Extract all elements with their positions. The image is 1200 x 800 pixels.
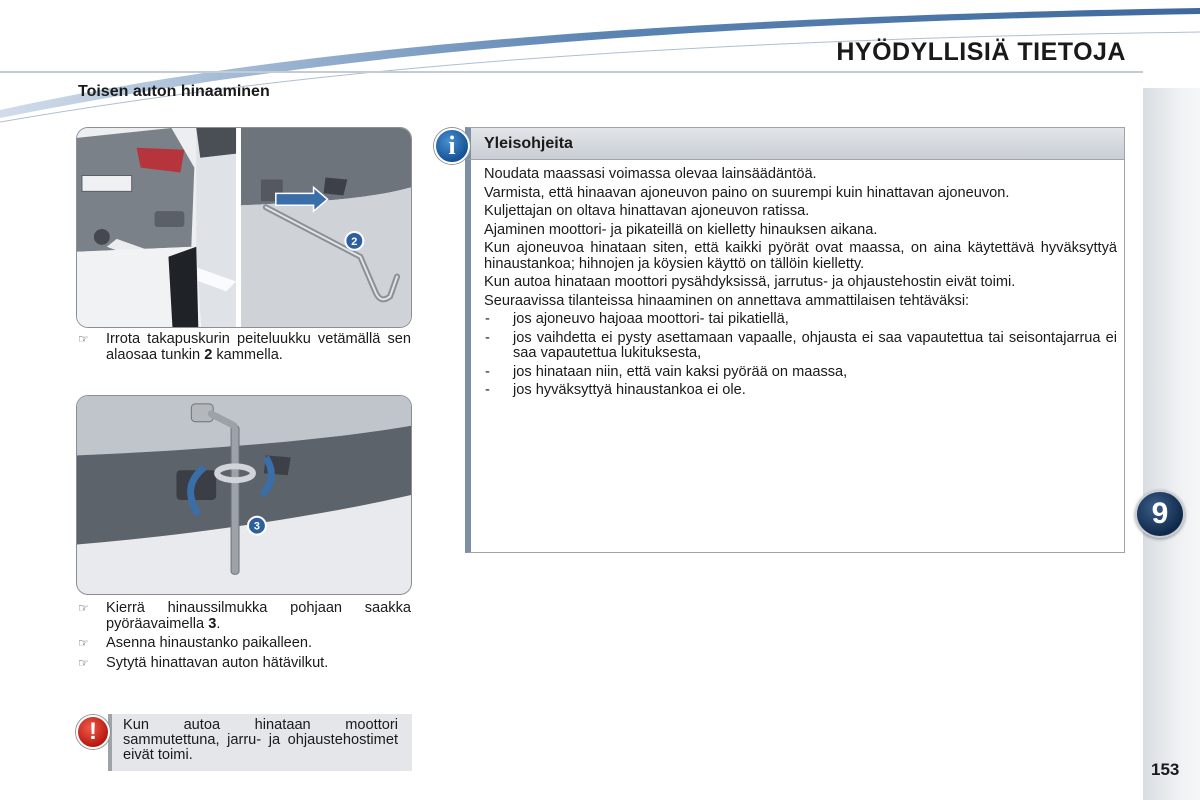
info-icon: i bbox=[434, 128, 470, 164]
info-list-item: - jos ajoneuvo hajoaa moottori- tai pikatiellä, bbox=[485, 311, 789, 327]
info-paragraph: Seuraavissa tilanteissa hinaaminen on annettava ammattilaisen tehtäväksi: bbox=[484, 292, 970, 309]
info-list-item: - jos hinataan niin, että vain kaksi pyörää on maassa, bbox=[485, 363, 848, 380]
warning-text: Kun autoa hinataan moottori sammutettuna, jarru- ja ohjaustehostimet eivät toimi. bbox=[123, 717, 398, 763]
callout-3-label: 3 bbox=[253, 520, 260, 533]
exclamation-icon: ! bbox=[76, 715, 110, 749]
header-swoosh bbox=[0, 0, 1200, 140]
figure-bumper-cover bbox=[76, 127, 412, 328]
section-title: Toisen auton hinaaminen bbox=[78, 83, 270, 100]
info-paragraph: Kun ajoneuvoa hinataan siten, että kaikki pyörät ovat maassa, on aina käytettävä hyväksyttyä hinaustankoa; hihnojen ja köysien käyttö on tällöin kielletty. bbox=[484, 240, 1117, 272]
bumper-cover-illustration bbox=[77, 128, 411, 327]
callout-2-label: 2 bbox=[351, 235, 358, 248]
chapter-side-band bbox=[1143, 88, 1200, 800]
pointing-hand-icon: ☞ bbox=[78, 636, 89, 650]
info-paragraph: Ajaminen moottori- ja pikateillä on kielletty hinauksen aikana. bbox=[484, 221, 878, 238]
page-number: 153 bbox=[1151, 760, 1180, 779]
info-panel-title: Yleisohjeita bbox=[484, 135, 573, 152]
info-list-item: - jos hyväksyttyä hinaustankoa ei ole. bbox=[485, 382, 746, 398]
pointing-hand-icon: ☞ bbox=[78, 332, 89, 346]
pointing-hand-icon: ☞ bbox=[78, 655, 89, 670]
info-panel-body bbox=[484, 167, 1117, 402]
steps-top bbox=[78, 332, 411, 367]
pointing-hand-icon: ☞ bbox=[78, 601, 89, 615]
chapter-tab[interactable]: 9 bbox=[1135, 490, 1185, 538]
step-item: ☞ Asenna hinaustanko paikalleen. bbox=[78, 635, 313, 651]
page-header-title: HYÖDYLLISIÄ TIETOJA bbox=[836, 38, 1126, 66]
info-paragraph: Kuljettajan on oltava hinattavan ajoneuvon ratissa. bbox=[484, 203, 810, 219]
step-item: ☞ Sytytä hinattavan auton hätävilkut. bbox=[78, 654, 329, 671]
step-item: ☞ Irrota takapuskurin peiteluukku vetämällä sen alaosaa tunkin 2 kammella. bbox=[78, 331, 411, 363]
step-item: ☞ Kierrä hinaussilmukka pohjaan saakka pyöräavaimella 3. bbox=[78, 600, 411, 632]
figure-towing-eye bbox=[76, 395, 412, 595]
info-paragraph: Noudata maassasi voimassa olevaa lainsäädäntöä. bbox=[484, 166, 817, 182]
info-list-item: - jos vaihdetta ei pysty asettamaan vapaalle, ohjausta ei saa vapautettua tai seisontajarrua ei saa vapautettua lukituksesta, bbox=[485, 329, 1117, 361]
info-paragraph: Varmista, että hinaavan ajoneuvon paino on suurempi kuin hinattavan ajoneuvon. bbox=[484, 184, 1010, 201]
towing-eye-illustration bbox=[77, 396, 411, 594]
steps-bottom bbox=[78, 601, 411, 675]
info-paragraph: Kun autoa hinataan moottori pysähdyksissä, jarrutus- ja ohjaustehostin eivät toimi. bbox=[484, 274, 1016, 290]
